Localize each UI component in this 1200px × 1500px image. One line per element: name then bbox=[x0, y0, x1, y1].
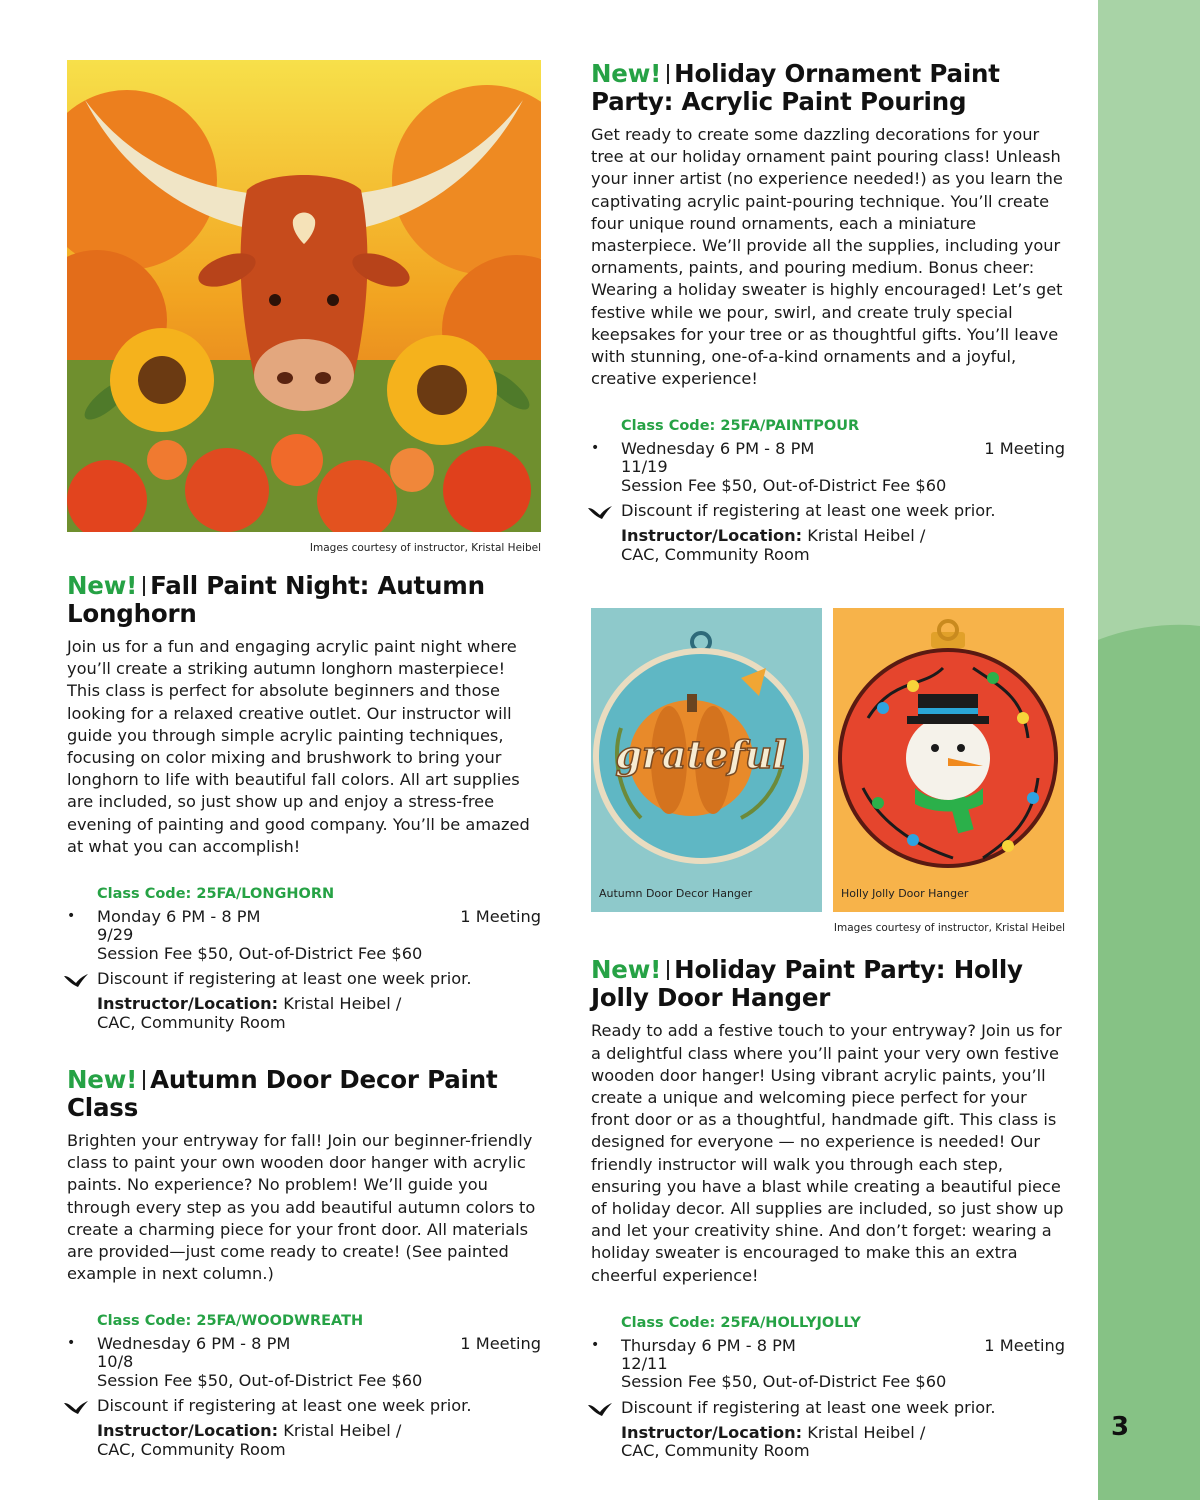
class-location: CAC, Community Room bbox=[97, 1012, 286, 1032]
instructor-location bbox=[97, 1422, 541, 1459]
class-description: Ready to add a festive touch to your entryway? Join us for a delightful class where you’ll paint your very own festive wooden door hanger! Using vibrant acrylic paints, you’ll create a unique and welcoming piece perfect for your front door or as a thoughtful, handmade gift. This class is designed for everyone — no experience is needed! Our friendly instructor will walk you through each step, ensuring you have a blast while creating a beautiful piece of holiday decor. All supplies are included, so just show up and let your creativity shine. And don’t forget: wearing a holiday sweater is encouraged to make this an extra cheerful experience! bbox=[591, 1021, 1064, 1285]
instructor-name: Kristal Heibel / bbox=[283, 1421, 402, 1441]
new-badge: New! bbox=[67, 571, 138, 600]
class-schedule: Thursday 6 PM - 8 PM bbox=[621, 1335, 796, 1355]
class-location: CAC, Community Room bbox=[97, 1439, 286, 1459]
class-fee: Session Fee $50, Out-of-District Fee $60 bbox=[97, 943, 423, 963]
discount-text: Discount if registering at least one week prior. bbox=[621, 1397, 996, 1417]
instructor-label: Instructor/Location: bbox=[97, 994, 279, 1014]
instructor-label: Instructor/Location: bbox=[97, 1421, 279, 1441]
title-separator bbox=[667, 960, 669, 980]
autumn-door-hanger-image bbox=[591, 608, 822, 912]
class-details bbox=[67, 884, 541, 1032]
page-sidebar bbox=[1098, 0, 1200, 1500]
discount-note bbox=[97, 969, 541, 989]
class-code: Class Code: 25FA/WOODWREATH bbox=[97, 1313, 364, 1330]
door-hanger-images bbox=[591, 608, 1065, 912]
bullet-icon: • bbox=[591, 1336, 600, 1353]
discount-text: Discount if registering at least one week prior. bbox=[621, 501, 996, 521]
holly-jolly-door-hanger-image bbox=[833, 608, 1064, 912]
discount-note bbox=[621, 1398, 1065, 1418]
class-title-text: Holiday Paint Party: Holly Jolly Door Hanger bbox=[591, 955, 1023, 1013]
discount-note bbox=[97, 1396, 541, 1416]
instructor-label: Instructor/Location: bbox=[621, 1422, 803, 1442]
class-schedule: Wednesday 6 PM - 8 PM bbox=[97, 1334, 291, 1354]
instructor-location bbox=[621, 527, 1065, 564]
instructor-name: Kristal Heibel / bbox=[807, 1422, 926, 1442]
class-holly-jolly-door-hanger bbox=[591, 956, 1065, 1460]
class-details bbox=[591, 1313, 1065, 1461]
title-separator bbox=[667, 64, 669, 84]
page-number: 3 bbox=[1110, 1412, 1130, 1442]
class-title bbox=[67, 572, 541, 628]
class-title bbox=[591, 956, 1065, 1012]
instructor-label: Instructor/Location: bbox=[621, 526, 803, 546]
bullet-icon: • bbox=[67, 908, 76, 925]
class-holiday-ornament-pouring bbox=[591, 60, 1065, 564]
session-row bbox=[591, 439, 1065, 459]
meeting-count: 1 Meeting bbox=[460, 907, 541, 927]
class-date: 12/11 bbox=[621, 1353, 668, 1373]
class-title bbox=[591, 60, 1065, 116]
meeting-count: 1 Meeting bbox=[460, 1334, 541, 1354]
early-bird-icon bbox=[63, 972, 89, 988]
bullet-icon: • bbox=[67, 1335, 76, 1352]
left-column bbox=[67, 60, 541, 1459]
image-credit: Images courtesy of instructor, Kristal Heibel bbox=[309, 542, 541, 554]
title-separator bbox=[143, 1070, 145, 1090]
new-badge: New! bbox=[67, 1065, 138, 1095]
new-badge: New! bbox=[591, 59, 662, 88]
class-schedule: Monday 6 PM - 8 PM bbox=[97, 907, 261, 927]
discount-note bbox=[621, 501, 1065, 521]
class-schedule: Wednesday 6 PM - 8 PM bbox=[621, 439, 815, 459]
longhorn-painting-image bbox=[67, 60, 541, 532]
class-autumn-door-decor bbox=[67, 1066, 541, 1459]
title-separator bbox=[143, 576, 145, 596]
instructor-name: Kristal Heibel / bbox=[283, 994, 402, 1014]
class-date: 9/29 bbox=[97, 925, 134, 945]
instructor-location bbox=[621, 1424, 1065, 1461]
class-title-text: Holiday Ornament Paint Party: Acrylic Paint Pouring bbox=[591, 59, 1000, 116]
discount-text: Discount if registering at least one week prior. bbox=[97, 969, 472, 989]
discount-text: Discount if registering at least one week prior. bbox=[97, 1396, 472, 1416]
class-title-text: Fall Paint Night: Autumn Longhorn bbox=[67, 571, 485, 628]
class-description: Brighten your entryway for fall! Join our beginner-friendly class to paint your own wooden door hanger with acrylic paints. No experience? No problem! We’ll guide you through every step as you add beautiful autumn colors to create a charming piece for your front door. All materials are provided—just come ready to create! (See painted example in next column.) bbox=[67, 1131, 536, 1284]
early-bird-icon bbox=[63, 1399, 89, 1415]
class-date: 10/8 bbox=[97, 1352, 134, 1372]
class-fall-paint-night bbox=[67, 572, 541, 1032]
new-badge: New! bbox=[591, 955, 662, 985]
class-title bbox=[67, 1066, 541, 1122]
image-caption: Autumn Door Decor Hanger bbox=[599, 887, 753, 901]
class-date: 11/19 bbox=[621, 457, 668, 477]
class-fee: Session Fee $50, Out-of-District Fee $60 bbox=[621, 1372, 947, 1392]
early-bird-icon bbox=[587, 1401, 613, 1417]
class-location: CAC, Community Room bbox=[621, 1441, 810, 1461]
right-column bbox=[591, 60, 1065, 1461]
sidebar-wave bbox=[1098, 0, 1200, 1500]
class-code: Class Code: 25FA/PAINTPOUR bbox=[621, 418, 860, 435]
session-row bbox=[67, 907, 541, 927]
class-description: Join us for a fun and engaging acrylic paint night where you’ll create a striking autumn longhorn masterpiece! This class is perfect for absolute beginners and those looking for a relaxed creative outlet. Our instructor will guide you through simple acrylic painting techniques, focusing on color mixing and brushwork to bring your longhorn to life with beautiful fall colors. All art supplies are included, so just show up and enjoy a stress-free evening of painting and good company. You’ll be amazed at what you can accomplish! bbox=[67, 637, 530, 856]
class-fee: Session Fee $50, Out-of-District Fee $60 bbox=[621, 475, 947, 495]
class-location: CAC, Community Room bbox=[621, 544, 810, 564]
session-row bbox=[67, 1334, 541, 1354]
class-fee: Session Fee $50, Out-of-District Fee $60 bbox=[97, 1370, 423, 1390]
instructor-name: Kristal Heibel / bbox=[807, 526, 926, 546]
bullet-icon: • bbox=[591, 440, 600, 457]
class-code: Class Code: 25FA/HOLLYJOLLY bbox=[621, 1314, 861, 1331]
image-credit: Images courtesy of instructor, Kristal Heibel bbox=[833, 922, 1065, 935]
class-details bbox=[67, 1311, 541, 1459]
early-bird-icon bbox=[587, 504, 613, 520]
instructor-location bbox=[97, 995, 541, 1032]
class-description: Get ready to create some dazzling decorations for your tree at our holiday ornament paint pouring class! Unleash your inner artist (no experience needed!) as you learn the captivating acrylic paint-pouring technique. You’ll create four unique round ornaments, each a miniature masterpiece. We’ll provide all the supplies, including your ornaments, paints, and pouring medium. Bonus cheer: Wearing a holiday sweater is highly encouraged! Let’s get festive while we pour, swirl, and create truly special keepsakes for your tree or as thoughtful gifts. You’ll leave with stunning, one-of-a-kind ornaments and a joyful, creative experience! bbox=[591, 125, 1063, 389]
meeting-count: 1 Meeting bbox=[984, 1335, 1065, 1355]
class-title-text: Autumn Door Decor Paint Class bbox=[67, 1065, 498, 1123]
class-details bbox=[591, 416, 1065, 564]
class-code: Class Code: 25FA/LONGHORN bbox=[97, 886, 335, 903]
grateful-lettering: grateful bbox=[615, 732, 787, 778]
meeting-count: 1 Meeting bbox=[984, 439, 1065, 459]
image-caption: Holly Jolly Door Hanger bbox=[841, 887, 969, 901]
session-row bbox=[591, 1335, 1065, 1355]
